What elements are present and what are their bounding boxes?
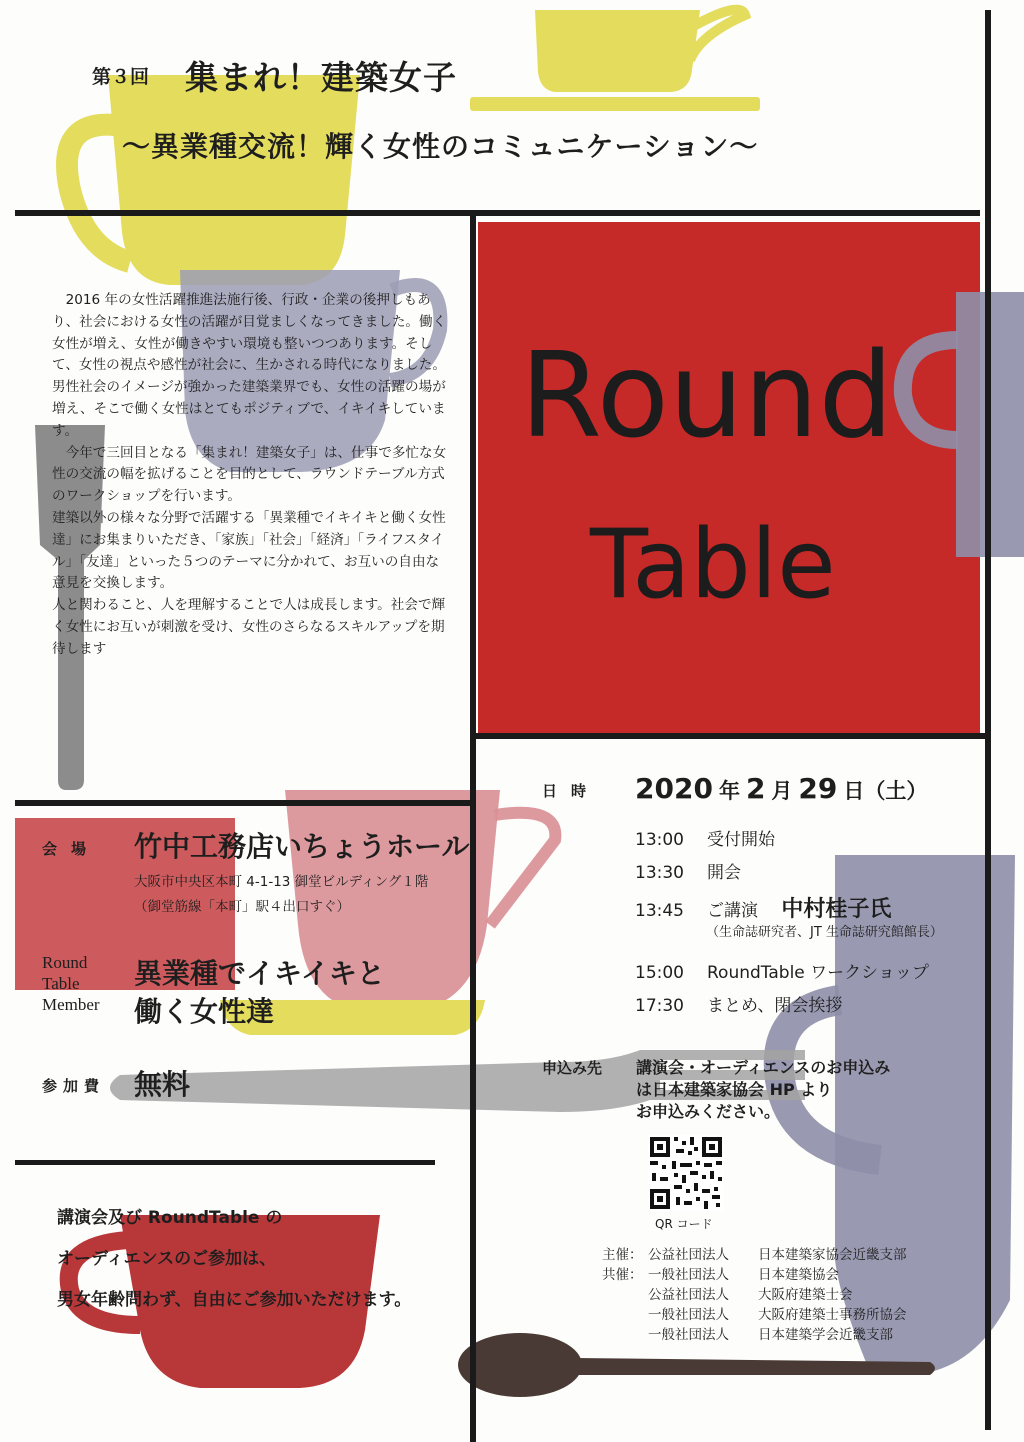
yellow-saucer-top	[470, 97, 760, 111]
schedule-text: 開会	[707, 863, 741, 883]
apply-line: は日本建築家協会 HP より	[636, 1080, 833, 1099]
cohost-name: 日本建築協会	[758, 1267, 839, 1283]
schedule-row	[635, 991, 842, 1016]
schedule-time: 13:30	[635, 863, 684, 883]
apply-text	[636, 1057, 890, 1123]
member-line-2: 働く女性達	[134, 995, 275, 1028]
red-square	[478, 222, 980, 734]
date-year-unit: 年	[718, 779, 740, 803]
audience-line-2: オーディエンスのご参加は、	[57, 1249, 277, 1269]
host-type: 公益社団法人	[648, 1247, 729, 1263]
venue-label: 会場	[42, 840, 101, 858]
schedule-text: まとめ、閉会挨拶	[707, 996, 843, 1016]
frame-bar-left-lower	[15, 1160, 435, 1165]
intro-paragraph-5: 人と関わること、人を理解することで人は成長します。社会で輝く女性にお互いが刺激を受け、女性のさらなるスキルアップを期待します	[52, 597, 446, 657]
logo-table: Table	[590, 510, 836, 620]
fee-value: 無料	[134, 1068, 191, 1101]
schedule-time: 13:00	[635, 830, 684, 850]
event-title: 集まれ！建築女子	[185, 58, 457, 97]
venue-address: 大阪市中央区本町 4-1-13 御堂ビルディング１階	[134, 874, 429, 890]
logo-round: Round	[520, 326, 894, 464]
qr-caption: QR コード	[655, 1217, 713, 1231]
venue-access: （御堂筋線「本町」駅４出口すぐ）	[134, 899, 350, 915]
schedule-time: 15:00	[635, 963, 684, 983]
date-weekday: （土）	[864, 779, 928, 803]
audience-line-1: 講演会及び RoundTable の	[57, 1208, 283, 1228]
member-label-line: Table	[42, 974, 80, 993]
schedule-text: ご講演	[707, 901, 758, 921]
date-day: 29	[798, 772, 838, 805]
intro-paragraph-1: 2016 年の女性活躍推進法施行後、行政・企業の後押しもあり、社会における女性の活躍が目覚ましくなってきました。働く女性が増え、女性が働きやすい環境も整いつつあります。そして、女性の視点や感性が社会に、生かされる時代になりました。	[52, 292, 447, 374]
venue-name: 竹中工務店いちょうホール	[134, 830, 470, 863]
member-label	[42, 952, 100, 1015]
qr-code-icon[interactable]	[648, 1135, 724, 1211]
cohost-name: 日本建築学会近畿支部	[758, 1327, 893, 1343]
cohost-label: 共催：	[602, 1267, 643, 1283]
event-subtitle: ～異業種交流！輝く女性のコミュニケーション～	[122, 130, 759, 163]
date-year: 2020	[635, 772, 713, 805]
brown-spoon-bowl	[458, 1333, 582, 1397]
audience-line-3: 男女年齢問わず、自由にご参加いただけます。	[57, 1290, 412, 1310]
fee-label: 参加費	[42, 1077, 106, 1095]
schedule-row	[635, 958, 929, 983]
cohost-name: 大阪府建築士会	[758, 1287, 853, 1303]
schedule-text: 受付開始	[707, 830, 775, 850]
host-name: 日本建築家協会近畿支部	[758, 1247, 907, 1263]
pink-cup-handle	[490, 813, 555, 925]
speaker-note: （生命誌研究者、JT 生命誌研究館館長）	[706, 925, 943, 940]
yellow-cup-left	[108, 75, 360, 285]
schedule-text: RoundTable ワークショップ	[707, 963, 929, 983]
frame-bar-right	[985, 10, 991, 1430]
host-label: 主催：	[602, 1247, 643, 1263]
cohost-name: 大阪府建築士事務所協会	[758, 1307, 907, 1323]
schedule-time: 13:45	[635, 901, 684, 921]
event-date	[635, 772, 927, 805]
date-label: 日時	[542, 782, 601, 800]
frame-bar-under-red	[476, 733, 985, 739]
intro-text	[52, 290, 452, 661]
cohost-type: 一般社団法人	[648, 1307, 729, 1323]
apply-line: お申込みください。	[636, 1102, 781, 1121]
schedule-row	[635, 858, 741, 883]
frame-bar-left-middle	[15, 800, 475, 806]
member-label-line: Member	[42, 995, 100, 1014]
apply-label: 申込み先	[542, 1059, 603, 1077]
cohost-type: 一般社団法人	[648, 1327, 729, 1343]
cohost-type: 公益社団法人	[648, 1287, 729, 1303]
edition-label: 第３回	[92, 66, 150, 88]
member-label-line: Round	[42, 953, 88, 972]
schedule-row	[635, 825, 775, 850]
intro-paragraph-4: 建築以外の様々な分野で活躍する「異業種でイキイキと働く女性達」にお集まりいただき、「家族」「社会」「経済」「ライフスタイル」「友達」といった５つのテーマに分かれて、お互いの自由な意見を交換します。	[52, 509, 446, 592]
date-day-unit: 日	[843, 779, 865, 803]
schedule-time: 17:30	[635, 996, 684, 1016]
schedule-row	[635, 892, 891, 923]
yellow-cup-top	[535, 10, 700, 92]
date-month: 2	[745, 772, 766, 805]
speaker-name: 中村桂子氏	[781, 897, 892, 922]
apply-line: 講演会・オーディエンスのお申込み	[636, 1058, 891, 1077]
frame-bar-center	[470, 216, 476, 1442]
intro-paragraph-3: 今年で三回目となる「集まれ！建築女子」は、仕事で多忙な女性の交流の幅を拡げることを目的として、ラウンドテーブル方式のワークショップを行います。	[52, 444, 447, 505]
member-line-1: 異業種でイキイキと	[134, 957, 385, 990]
cohost-type: 一般社団法人	[648, 1267, 729, 1283]
intro-paragraph-2: 男性社会のイメージが強かった建築業界でも、女性の活躍の場が増え、そこで働く女性はとてもポジティブで、イキイキしています。	[52, 379, 446, 439]
frame-bar-top	[15, 210, 980, 216]
date-month-unit: 月	[771, 779, 793, 803]
